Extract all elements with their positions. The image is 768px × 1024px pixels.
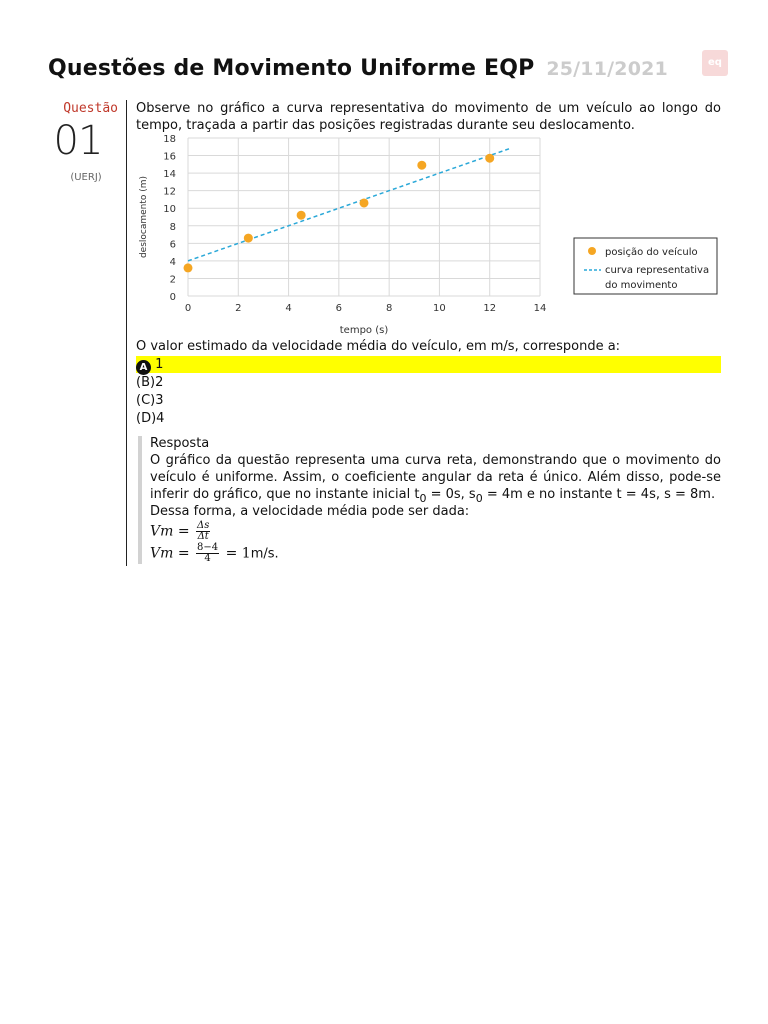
option-b-text: 2 xyxy=(155,375,164,390)
question-number: 01 xyxy=(53,118,103,164)
eq1-denominator: Δt xyxy=(197,531,209,542)
option-c-letter: (C) xyxy=(136,393,156,408)
y-tick-label: 16 xyxy=(163,151,176,163)
data-point xyxy=(244,234,253,243)
answer-quote-bar xyxy=(138,436,142,564)
title-date: 25/11/2021 xyxy=(546,58,668,80)
eq-logo: eq xyxy=(702,50,728,76)
displacement-chart xyxy=(134,130,724,338)
x-tick-label: 12 xyxy=(483,303,497,314)
legend-label-line-2: do movimento xyxy=(605,280,678,291)
x-tick-label: 10 xyxy=(433,303,446,314)
data-point xyxy=(297,211,306,220)
answer-block xyxy=(150,435,721,564)
eq2-unit: m/s. xyxy=(250,546,279,562)
answer-sub-t0: 0 xyxy=(419,492,427,505)
eq2-numerator: 8−4 xyxy=(197,542,219,553)
answer-heading: Resposta xyxy=(150,436,210,451)
option-c-text: 3 xyxy=(155,393,164,408)
legend-label-points: posição do veículo xyxy=(605,247,698,258)
x-tick-label: 2 xyxy=(235,303,242,314)
y-tick-label: 8 xyxy=(169,221,176,233)
legend-label-line-1: curva representativa xyxy=(605,265,710,276)
y-tick-label: 2 xyxy=(169,274,176,286)
x-tick-label: 0 xyxy=(184,303,192,314)
eq1-lhs: Vm xyxy=(150,523,174,540)
eq2-denominator: 4 xyxy=(204,553,211,564)
option-b-letter: (B) xyxy=(136,375,156,390)
y-tick-label: 18 xyxy=(163,134,176,145)
eq2-result: 1 xyxy=(241,545,251,562)
option-a-badge: A xyxy=(136,360,151,375)
fit-line xyxy=(188,149,510,261)
option-d[interactable] xyxy=(136,410,721,427)
eq1-fraction xyxy=(196,521,210,542)
y-axis-label: deslocamento (m) xyxy=(139,175,149,259)
question-statement: Observe no gráfico a curva representativa do movimento de um veículo ao longo do tempo, traçada a partir das posições registradas durante seu deslocamento. xyxy=(136,101,721,133)
answer-line-2: Dessa forma, a velocidade média pode ser dada: xyxy=(150,504,470,519)
option-d-letter: (D) xyxy=(136,411,157,426)
data-point xyxy=(485,154,494,163)
option-c[interactable] xyxy=(136,392,721,409)
title-text: Questões de Movimento Uniforme EQP xyxy=(48,56,535,81)
option-a-text: 1 xyxy=(155,357,164,372)
y-tick-label: 10 xyxy=(163,204,176,216)
x-axis-label: tempo (s) xyxy=(339,325,389,336)
answer-text-3: = 4m e no instante t = 4s, s = 8m. xyxy=(482,487,716,502)
option-d-text: 4 xyxy=(156,411,165,426)
y-tick-label: 14 xyxy=(163,169,176,181)
y-tick-label: 6 xyxy=(169,239,176,251)
equation-1: Vm = $\frac{\Delta s}{\Delta t}$ xyxy=(150,520,210,542)
x-tick-label: 14 xyxy=(533,303,547,314)
question-prompt: O valor estimado da velocidade média do veículo, em m/s, corresponde a: xyxy=(136,339,621,354)
option-b[interactable] xyxy=(136,374,721,391)
answer-paragraph xyxy=(150,452,721,503)
answer-text-1: O gráfico da questão representa uma curva reta, demonstrando que o movimento do veículo é uniforme. Assim, o coeficiente angular da reta é único. Além disso, pode-se inferir do gráfico, que no instante inicial t xyxy=(150,453,721,502)
legend-point-marker xyxy=(588,247,596,255)
data-point xyxy=(417,161,426,170)
question-divider xyxy=(126,100,127,566)
eq2-lhs: Vm xyxy=(150,545,174,562)
data-point xyxy=(360,198,369,207)
equation-2: Vm = $\frac{8-4}{4}$ = 1m/s. xyxy=(150,542,279,564)
eq1-numerator: Δs xyxy=(197,520,210,531)
question-source: (UERJ) xyxy=(70,172,102,183)
y-tick-label: 12 xyxy=(163,186,176,198)
page-title xyxy=(48,56,668,81)
y-tick-label: 4 xyxy=(169,256,176,268)
x-tick-label: 4 xyxy=(285,303,292,314)
data-point xyxy=(184,263,193,272)
answer-sub-s0: 0 xyxy=(475,492,483,505)
x-tick-label: 8 xyxy=(385,303,393,314)
y-tick-label: 0 xyxy=(169,292,176,303)
option-a[interactable] xyxy=(136,356,721,373)
x-tick-label: 6 xyxy=(335,303,343,314)
answer-text-2: = 0s, s xyxy=(426,487,476,502)
question-label: Questão xyxy=(63,101,118,116)
eq2-fraction xyxy=(196,543,219,564)
